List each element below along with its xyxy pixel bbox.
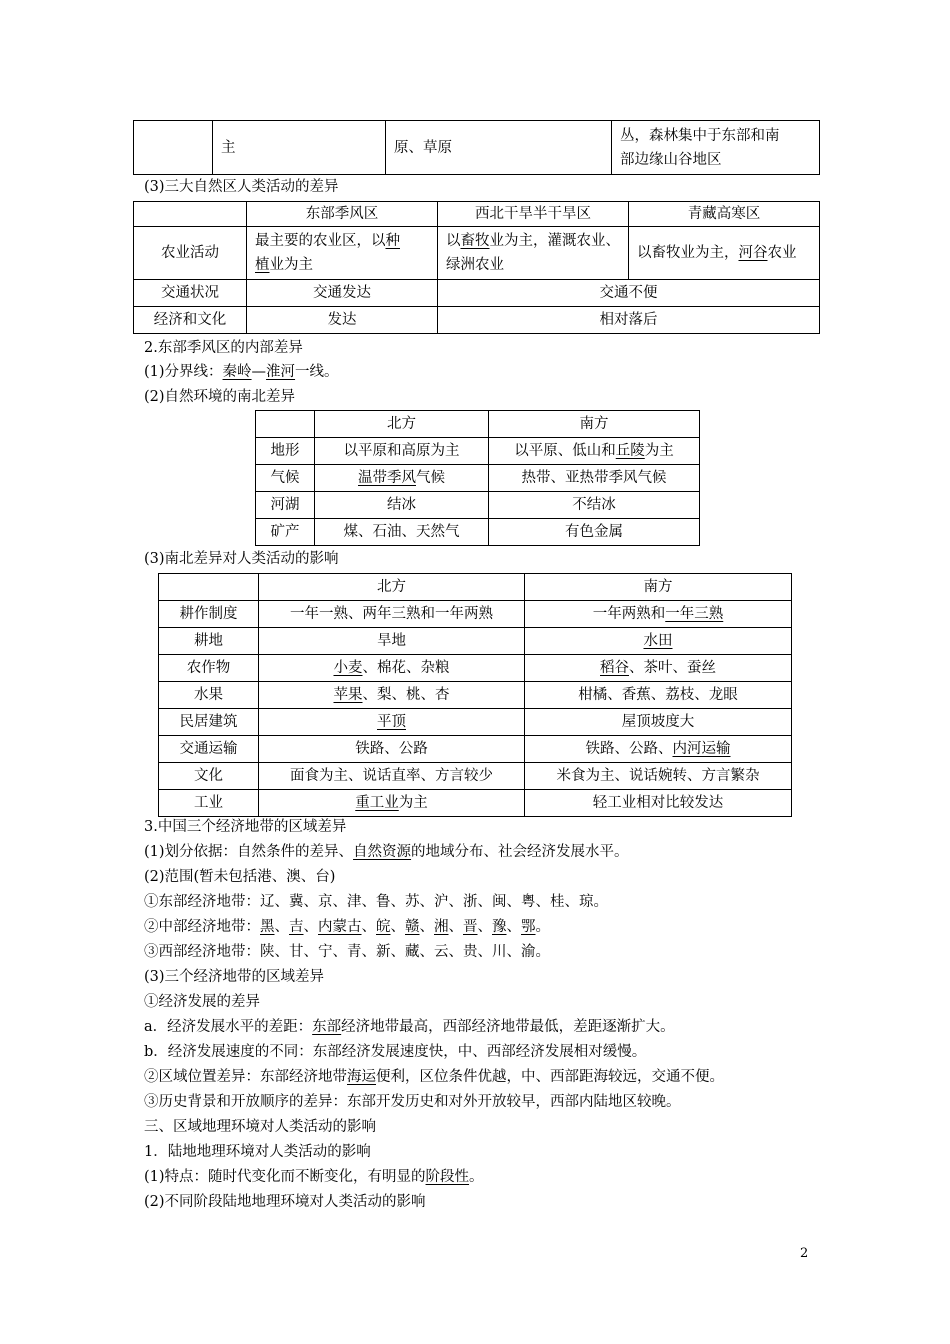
table-natural-regions bbox=[133, 201, 820, 334]
table-header: 北方 bbox=[259, 574, 525, 601]
text-line: (2)自然环境的南北差异 bbox=[144, 389, 296, 405]
row-label: 河湖 bbox=[256, 492, 315, 519]
table-north-south-nature bbox=[255, 410, 700, 546]
table-cell: 煤、石油、天然气 bbox=[315, 519, 489, 546]
table-cell: 交通发达 bbox=[247, 280, 438, 307]
table-cell: 以畜牧业为主，灌溉农业、绿洲农业 bbox=[438, 227, 629, 280]
table-cell: 不结冰 bbox=[489, 492, 700, 519]
table-cell: 发达 bbox=[247, 307, 438, 334]
row-label: 气候 bbox=[256, 465, 315, 492]
table-cell: 主 bbox=[213, 121, 386, 175]
section-heading: 三、区域地理环境对人类活动的影响 bbox=[144, 1119, 376, 1135]
table-cell: 交通不便 bbox=[438, 280, 820, 307]
text-line: a．经济发展水平的差距：东部经济地带最高，西部经济地带最低，差距逐渐扩大。 bbox=[144, 1019, 675, 1035]
row-label: 交通运输 bbox=[159, 736, 259, 763]
row-label: 工业 bbox=[159, 790, 259, 817]
heading: 2.东部季风区的内部差异 bbox=[144, 340, 303, 356]
row-label: 水果 bbox=[159, 682, 259, 709]
text-line: (1)特点：随时代变化而不断变化，有明显的阶段性。 bbox=[144, 1169, 484, 1185]
text-line: (1)分界线：秦岭—淮河一线。 bbox=[144, 364, 339, 380]
subheading: (3)三大自然区人类活动的差异 bbox=[144, 179, 339, 195]
heading: 1．陆地地理环境对人类活动的影响 bbox=[144, 1144, 371, 1160]
table-cell: 旱地 bbox=[259, 628, 525, 655]
table-cell: 相对落后 bbox=[438, 307, 820, 334]
row-label: 耕地 bbox=[159, 628, 259, 655]
text-line: ③西部经济地带：陕、甘、宁、青、新、藏、云、贵、川、渝。 bbox=[144, 944, 550, 960]
table-cell: 小麦、棉花、杂粮 bbox=[259, 655, 525, 682]
table-header: 南方 bbox=[525, 574, 792, 601]
text-line: ③历史背景和开放顺序的差异：东部开发历史和对外开放较早，西部内陆地区较晚。 bbox=[144, 1094, 681, 1110]
table-cell: 铁路、公路 bbox=[259, 736, 525, 763]
row-label: 交通状况 bbox=[134, 280, 247, 307]
row-label: 农作物 bbox=[159, 655, 259, 682]
table-cell: 稻谷、茶叶、蚕丝 bbox=[525, 655, 792, 682]
text-line: (2)不同阶段陆地地理环境对人类活动的影响 bbox=[144, 1194, 426, 1210]
table-cell: 最主要的农业区，以种 植业为主 bbox=[247, 227, 438, 280]
table-header: 南方 bbox=[489, 411, 700, 438]
row-label: 矿产 bbox=[256, 519, 315, 546]
table-header: 北方 bbox=[315, 411, 489, 438]
text-line: ①东部经济地带：辽、冀、京、津、鲁、苏、沪、浙、闽、粤、桂、琼。 bbox=[144, 894, 608, 910]
row-label: 耕作制度 bbox=[159, 601, 259, 628]
table-cell: 苹果、梨、桃、杏 bbox=[259, 682, 525, 709]
text-line: (3)南北差异对人类活动的影响 bbox=[144, 551, 339, 567]
table-cell: 有色金属 bbox=[489, 519, 700, 546]
table-north-south-human bbox=[158, 573, 792, 817]
table-cell: 热带、亚热带季风气候 bbox=[489, 465, 700, 492]
table-cell: 轻工业相对比较发达 bbox=[525, 790, 792, 817]
text-line: (3)三个经济地带的区域差异 bbox=[144, 969, 325, 985]
row-label: 民居建筑 bbox=[159, 709, 259, 736]
text-line: (1)划分依据：自然条件的差异、自然资源的地域分布、社会经济发展水平。 bbox=[144, 844, 629, 860]
text-line: ①经济发展的差异 bbox=[144, 994, 260, 1010]
table-cell: 铁路、公路、内河运输 bbox=[525, 736, 792, 763]
text-line: (2)范围(暂未包括港、澳、台) bbox=[144, 869, 336, 885]
table-cell: 以平原和高原为主 bbox=[315, 438, 489, 465]
table-cell: 温带季风气候 bbox=[315, 465, 489, 492]
table-header: 西北干旱半干旱区 bbox=[438, 202, 629, 227]
table-cell: 水田 bbox=[525, 628, 792, 655]
table-cell: 以畜牧业为主，河谷农业 bbox=[629, 227, 820, 280]
table-cell: 结冰 bbox=[315, 492, 489, 519]
text-line: ②中部经济地带：黑、吉、内蒙古、皖、赣、湘、晋、豫、鄂。 bbox=[144, 919, 550, 935]
text-line: b．经济发展速度的不同：东部经济发展速度快，中、西部经济发展相对缓慢。 bbox=[144, 1044, 647, 1060]
table-cell: 丛，森林集中于东部和南 部边缘山谷地区 bbox=[612, 121, 820, 175]
table-cell: 一年一熟、两年三熟和一年两熟 bbox=[259, 601, 525, 628]
row-label: 农业活动 bbox=[134, 227, 247, 280]
table-cell: 屋顶坡度大 bbox=[525, 709, 792, 736]
table-cell: 柑橘、香蕉、荔枝、龙眼 bbox=[525, 682, 792, 709]
table-cell: 原、草原 bbox=[386, 121, 612, 175]
text-line: ②区域位置差异：东部经济地带海运便利，区位条件优越，中、西部距海较远，交通不便。 bbox=[144, 1069, 724, 1085]
table-continuation bbox=[133, 120, 820, 175]
table-cell: 面食为主、说话直率、方言较少 bbox=[259, 763, 525, 790]
page-number: 2 bbox=[800, 1246, 809, 1261]
row-label: 文化 bbox=[159, 763, 259, 790]
table-header: 东部季风区 bbox=[247, 202, 438, 227]
table-cell: 米食为主、说话婉转、方言繁杂 bbox=[525, 763, 792, 790]
heading: 3.中国三个经济地带的区域差异 bbox=[144, 819, 347, 835]
table-header: 青藏高寒区 bbox=[629, 202, 820, 227]
table-cell: 平顶 bbox=[259, 709, 525, 736]
table-cell: 一年两熟和一年三熟 bbox=[525, 601, 792, 628]
row-label: 经济和文化 bbox=[134, 307, 247, 334]
table-cell: 重工业为主 bbox=[259, 790, 525, 817]
table-cell: 以平原、低山和丘陵为主 bbox=[489, 438, 700, 465]
row-label: 地形 bbox=[256, 438, 315, 465]
